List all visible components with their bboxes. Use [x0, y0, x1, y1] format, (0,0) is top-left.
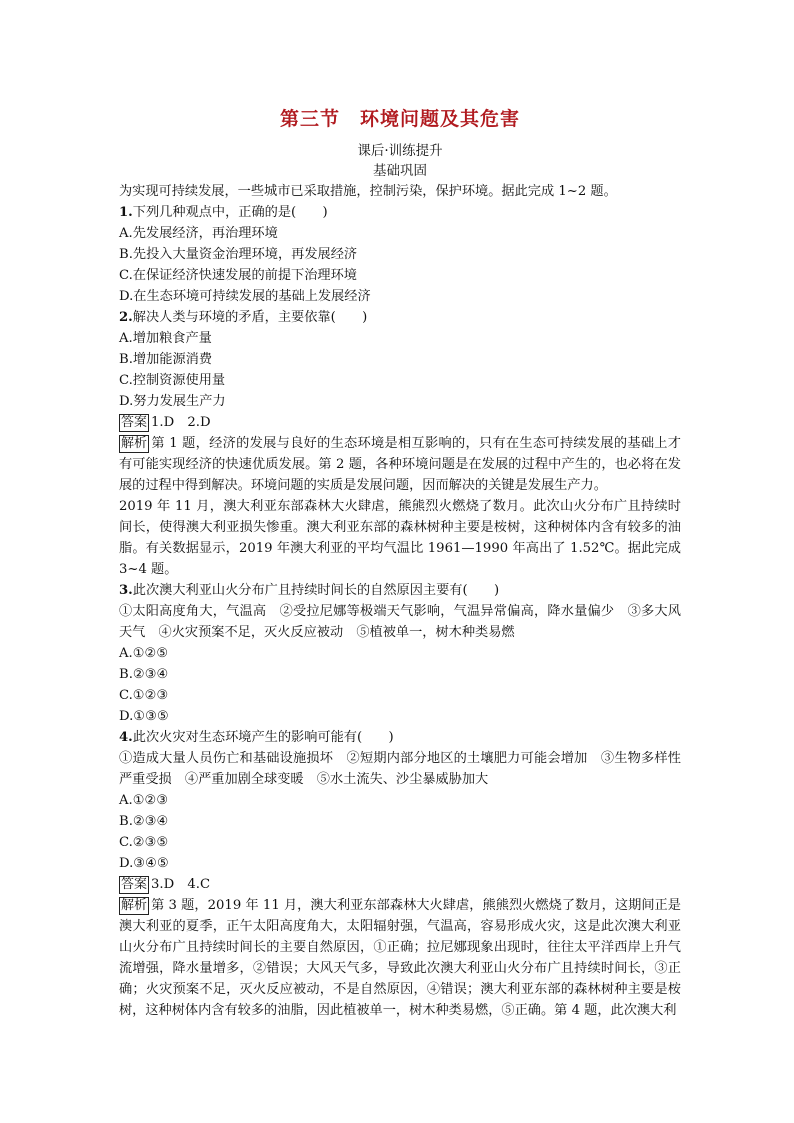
analysis-block-2 — [119, 895, 681, 1021]
question-stem: 此次澳大利亚山火分布广且持续时间长的自然原因主要有( ) — [132, 583, 500, 598]
question-choices-desc: ①造成大量人员伤亡和基础设施损坏 ②短期内部分地区的土壤肥力可能会增加 ③生物多样性严重受损 ④严重加剧全球变暖 ⑤水土流失、沙尘暴威胁加大 — [119, 751, 681, 787]
option: C.①②③ — [119, 688, 169, 703]
subsection-heading: 基础巩固 — [373, 163, 427, 179]
answer-text: 1.D 2.D — [151, 415, 211, 430]
question-4 — [119, 727, 681, 748]
option: A.先发展经济，再治理环境 — [119, 226, 278, 241]
analysis-tag: 解析 — [121, 436, 148, 451]
answer-tag: 答案 — [121, 877, 148, 892]
section-label: 课后·训练提升 — [357, 143, 443, 159]
question-number: 2. — [119, 310, 133, 325]
option: A.①②③ — [119, 793, 169, 808]
option: D.努力发展生产力 — [119, 394, 226, 409]
option: C.②③⑤ — [119, 835, 169, 850]
answer-text: 3.D 4.C — [151, 877, 211, 892]
analysis-text: 第 3 题，2019 年 11 月，澳大利亚东部森林大火肆虐，熊熊烈火燃烧了数月，这期间正是澳大利亚的夏季，正午太阳高度角大，太阳辐射强，气温高，容易形成火灾，这是此次澳大利亚山火分布广且持续时间长的主要自然原因，①正确；拉尼娜现象出现时，往往太平洋西岸上升气流增强，降水量增多，②错误；大风天气多，导致此次澳大利亚山火分布广且持续时间长，③正确；火灾预案不足，灭火反应被动，不是自然原因，④错误；澳大利亚东部的森林树种主要是桉树，这种树体内含有较多的油脂，因此植被单一，树木种类易燃，⑤正确。第 4 题，此次澳大利 — [119, 898, 681, 1018]
option: B.先投入大量资金治理环境，再发展经济 — [119, 247, 358, 262]
analysis-tag: 解析 — [121, 898, 148, 913]
question-2 — [119, 307, 681, 328]
option: C.控制资源使用量 — [119, 373, 226, 388]
option: A.增加粮食产量 — [119, 331, 212, 346]
question-number: 1. — [119, 205, 133, 220]
question-stem: 解决人类与环境的矛盾，主要依靠( ) — [132, 310, 368, 325]
option: D.在生态环境可持续发展的基础上发展经济 — [119, 289, 371, 304]
option: C.在保证经济快速发展的前提下治理环境 — [119, 268, 357, 283]
option: D.③④⑤ — [119, 856, 169, 871]
question-number: 4. — [119, 730, 133, 745]
intro-paragraph-2: 2019 年 11 月，澳大利亚东部森林大火肆虐，熊熊烈火燃烧了数月。此次山火分布广且持续时间长，使得澳大利亚损失惨重。澳大利亚东部的森林树种主要是桉树，这种树体内含有较多的油脂。有关数据显示，2019 年澳大利亚的平均气温比 1961—1990 年高出了 1.52℃。据此完成 3~4 题。 — [119, 499, 681, 577]
answer-block-1 — [119, 412, 681, 433]
answer-block-2 — [119, 874, 681, 895]
option: D.①③⑤ — [119, 709, 169, 724]
page-title: 第三节 环境问题及其危害 — [279, 108, 520, 130]
question-stem: 下列几种观点中，正确的是( ) — [132, 205, 328, 220]
question-1 — [119, 202, 681, 223]
option: A.①②⑤ — [119, 646, 169, 661]
question-stem: 此次火灾对生态环境产生的影响可能有( ) — [132, 730, 394, 745]
option: B.②③④ — [119, 814, 169, 829]
question-choices-desc: ①太阳高度角大，气温高 ②受拉尼娜等极端天气影响，气温异常偏高，降水量偏少 ③多大风天气 ④火灾预案不足，灭火反应被动 ⑤植被单一，树木种类易燃 — [119, 604, 681, 640]
option: B.②③④ — [119, 667, 169, 682]
question-number: 3. — [119, 583, 133, 598]
document-page — [119, 100, 681, 1021]
question-3 — [119, 580, 681, 601]
analysis-block-1 — [119, 433, 681, 496]
analysis-text: 第 1 题，经济的发展与良好的生态环境是相互影响的，只有在生态可持续发展的基础上才有可能实现经济的快速优质发展。第 2 题，各种环境问题是在发展的过程中产生的，也必将在发展的过程中得到解决。环境问题的实质是发展问题，因而解决的关键是发展生产力。 — [119, 436, 681, 493]
answer-tag: 答案 — [121, 415, 148, 430]
option: B.增加能源消费 — [119, 352, 213, 367]
intro-paragraph-1: 为实现可持续发展，一些城市已采取措施，控制污染，保护环境。据此完成 1~2 题。 — [119, 184, 617, 199]
